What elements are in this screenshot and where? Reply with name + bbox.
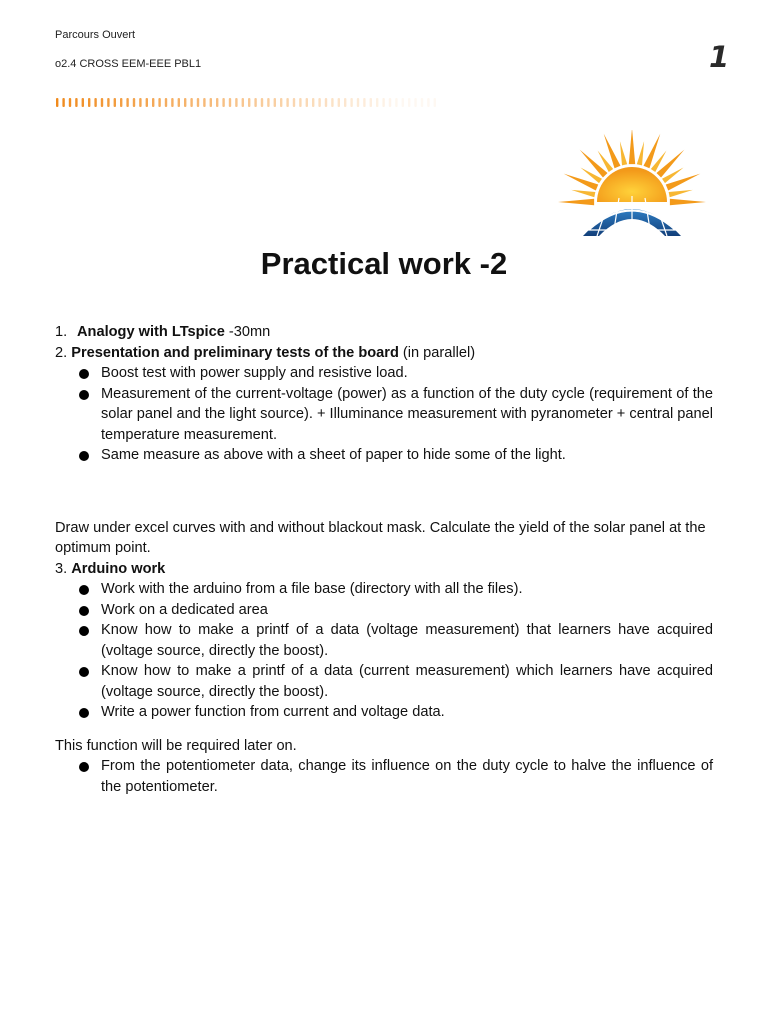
page-number: 1 xyxy=(709,40,730,74)
section-title: Analogy with LTspice xyxy=(77,324,225,340)
accent-dash xyxy=(190,98,192,107)
accent-dash xyxy=(126,98,128,107)
accent-dash xyxy=(402,98,404,107)
section-number: 1. xyxy=(55,324,68,340)
section-2-heading xyxy=(55,343,713,364)
list-item xyxy=(55,600,713,621)
list-item-text: Know how to make a printf of a data (voltage measurement) that learners have acquired (voltage source, directly the boost). xyxy=(101,622,713,659)
list-item-text: From the potentiometer data, change its influence on the duty cycle to halve the influence of the potentiometer. xyxy=(101,758,713,795)
list-item-text: Work on a dedicated area xyxy=(101,601,268,618)
accent-dash xyxy=(357,98,359,107)
accent-dash xyxy=(299,98,301,107)
spacer xyxy=(55,479,713,518)
bullet-icon xyxy=(79,390,89,400)
section-note: (in parallel) xyxy=(398,344,476,361)
accent-dash xyxy=(203,98,205,107)
sun-ray xyxy=(620,141,627,165)
accent-dash xyxy=(101,98,103,107)
bullet-icon xyxy=(79,585,89,595)
accent-dash xyxy=(165,98,167,107)
accent-dash xyxy=(274,98,276,107)
accent-dash xyxy=(120,98,122,107)
bullet-icon xyxy=(79,626,89,636)
list-item xyxy=(55,384,713,446)
accent-dash xyxy=(427,98,429,107)
bullet-icon xyxy=(79,708,89,718)
accent-dash xyxy=(395,98,397,107)
accent-dash xyxy=(216,98,218,107)
accent-dash xyxy=(382,98,384,107)
bullet-icon xyxy=(79,667,89,677)
header-org: Parcours Ouvert xyxy=(55,29,136,41)
accent-dash xyxy=(56,98,58,107)
paragraph-function-note: This function will be required later on. xyxy=(55,737,297,754)
accent-dash xyxy=(69,98,71,107)
sun-ray xyxy=(670,199,706,205)
list-item xyxy=(55,445,713,466)
accent-dash xyxy=(434,98,436,107)
bullet-icon xyxy=(79,369,89,379)
accent-dash xyxy=(171,98,173,107)
accent-dash xyxy=(197,98,199,107)
accent-dash xyxy=(267,98,269,107)
accent-dash xyxy=(62,98,64,107)
list-item xyxy=(55,363,713,384)
list-item-text: Write a power function from current and voltage data. xyxy=(101,704,445,720)
accent-dash xyxy=(280,98,282,107)
accent-dash xyxy=(344,98,346,107)
accent-dash xyxy=(94,98,96,107)
section-3-bullets xyxy=(55,579,713,723)
list-item xyxy=(55,661,713,702)
accent-dash xyxy=(152,98,154,107)
accent-dash xyxy=(414,98,416,107)
sun-ray xyxy=(637,141,644,165)
bullet-icon xyxy=(79,451,89,461)
accent-dash xyxy=(248,98,250,107)
accent-dash xyxy=(210,98,212,107)
accent-dash xyxy=(363,98,365,107)
accent-dash xyxy=(261,98,263,107)
accent-dash xyxy=(312,98,314,107)
list-item xyxy=(55,756,713,797)
sun-ray xyxy=(558,199,594,205)
list-item-text: Boost test with power supply and resistive load. xyxy=(101,365,408,381)
page-title: Practical work -2 xyxy=(260,246,508,281)
section-note: -30mn xyxy=(224,324,271,340)
list-item xyxy=(55,702,713,723)
list-item xyxy=(55,579,713,600)
accent-dash xyxy=(229,98,231,107)
list-item xyxy=(55,620,713,661)
list-item-text: Know how to make a printf of a data (current measurement) which learners have acquired (voltage source, directly the boost). xyxy=(101,663,713,700)
bullet-icon xyxy=(79,606,89,616)
paragraph-excel-curves: Draw under excel curves with and without blackout mask. Calculate the yield of the solar panel at the optimum point. xyxy=(55,519,706,556)
section-number: 3. xyxy=(55,560,68,577)
accent-dash xyxy=(370,98,372,107)
accent-dash xyxy=(293,98,295,107)
accent-dash xyxy=(133,98,135,107)
accent-dash xyxy=(242,98,244,107)
section-1-heading xyxy=(55,322,713,343)
list-item-text: Measurement of the current-voltage (power) as a function of the duty cycle (requirement of the solar panel and the light source). + Illuminance measurement with pyranometer + central panel temperature measurement. xyxy=(101,385,713,443)
accent-dash xyxy=(139,98,141,107)
section-2-bullets xyxy=(55,363,713,466)
accent-dash xyxy=(158,98,160,107)
accent-dash xyxy=(178,98,180,107)
section-3-heading xyxy=(55,559,713,580)
accent-dash xyxy=(75,98,77,107)
accent-dash xyxy=(146,98,148,107)
accent-dash xyxy=(389,98,391,107)
accent-dash xyxy=(350,98,352,107)
final-bullets xyxy=(55,756,713,797)
sun-ray xyxy=(571,190,595,197)
accent-dash xyxy=(107,98,109,107)
accent-dash xyxy=(421,98,423,107)
accent-dash xyxy=(408,98,410,107)
list-item-text: Same measure as above with a sheet of paper to hide some of the light. xyxy=(101,447,566,463)
accent-dash xyxy=(376,98,378,107)
section-title: Arduino work xyxy=(71,560,166,577)
dashed-accent-line xyxy=(56,98,441,107)
sun-ray xyxy=(656,150,684,178)
accent-dash xyxy=(318,98,320,107)
accent-dash xyxy=(184,98,186,107)
list-item-text: Work with the arduino from a file base (directory with all the files). xyxy=(101,581,523,597)
accent-dash xyxy=(114,98,116,107)
accent-dash xyxy=(306,98,308,107)
accent-dash xyxy=(88,98,90,107)
accent-dash xyxy=(331,98,333,107)
section-number: 2. xyxy=(55,344,68,361)
accent-dash xyxy=(235,98,237,107)
header-code: o2.4 CROSS EEM-EEE PBL1 xyxy=(55,58,202,70)
section-title: Presentation and preliminary tests of the board xyxy=(71,344,399,361)
accent-dash xyxy=(222,98,224,107)
sun-ray xyxy=(669,190,693,197)
sun-ray xyxy=(629,130,635,164)
accent-dash xyxy=(286,98,288,107)
sun-ray xyxy=(580,150,608,178)
accent-dash xyxy=(82,98,84,107)
accent-dash xyxy=(325,98,327,107)
solar-sun-panel-logo xyxy=(553,130,711,240)
accent-dash xyxy=(254,98,256,107)
bullet-icon xyxy=(79,762,89,772)
document-body xyxy=(55,322,713,810)
accent-dash xyxy=(338,98,340,107)
